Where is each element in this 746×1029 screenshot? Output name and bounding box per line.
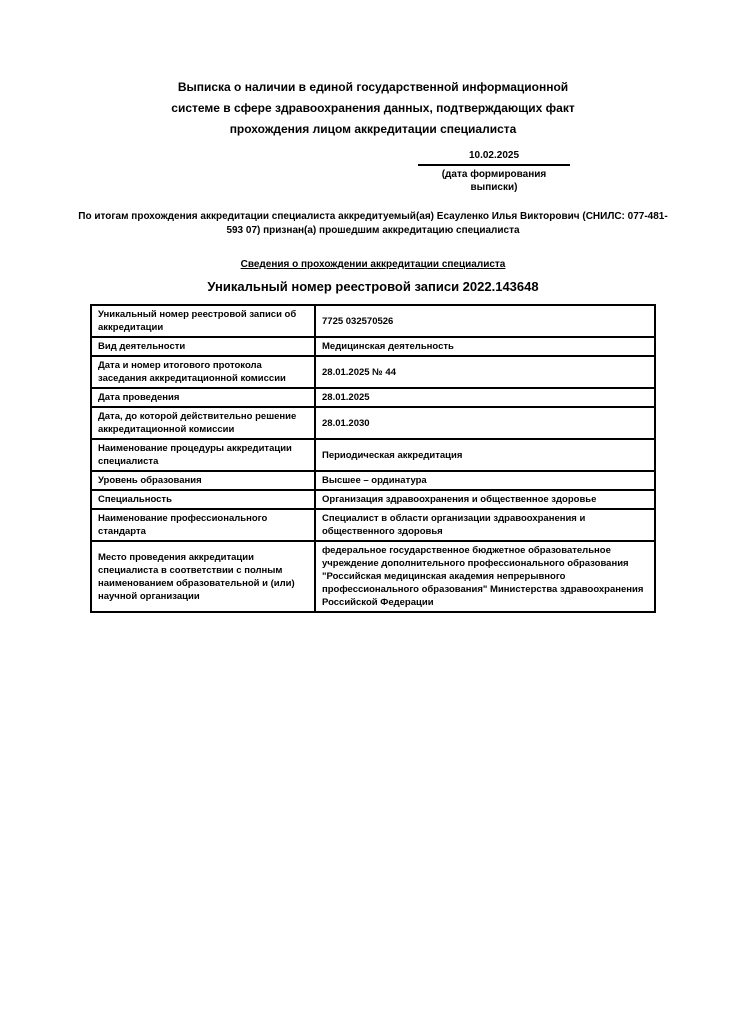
row-value: Организация здравоохранения и общественное здоровье [315, 490, 655, 509]
row-label: Вид деятельности [91, 337, 315, 356]
section-heading: Сведения о прохождении аккредитации специалиста [240, 259, 506, 270]
document-title-line-3: прохождения лицом аккредитации специалиста [229, 122, 517, 136]
document-title-line-1: Выписка о наличии в единой государственной информационной [177, 80, 569, 94]
row-value: Медицинская деятельность [315, 337, 655, 356]
row-label: Наименование профессионального стандарта [91, 509, 315, 541]
issue-date-caption: (дата формирования выписки) [441, 169, 547, 193]
row-value: федеральное государственное бюджетное образовательное учреждение дополнительного профессионального образования "Российская медицинская академия непрерывного профессионального образования" Министерства здравоохранения Российской Федерации [315, 541, 655, 612]
row-value: Высшее – ординатура [315, 471, 655, 490]
row-value: 28.01.2025 № 44 [315, 356, 655, 388]
table-row [91, 541, 655, 612]
intro-line-1: По итогам прохождения аккредитации специалиста аккредитуемый(ая) Есауленко Илья Викторович (СНИЛС: 077-481- [78, 211, 668, 222]
issue-date-block [418, 149, 570, 194]
table-row [91, 337, 655, 356]
row-value: 28.01.2025 [315, 388, 655, 407]
table-row [91, 471, 655, 490]
document-title-line-2: системе в сфере здравоохранения данных, подтверждающих факт [171, 101, 575, 115]
row-label: Дата и номер итогового протокола заседания аккредитационной комиссии [91, 356, 315, 388]
row-label: Дата, до которой действительно решение аккредитационной комиссии [91, 407, 315, 439]
row-label: Уровень образования [91, 471, 315, 490]
intro-paragraph [0, 210, 746, 238]
row-label: Наименование процедуры аккредитации специалиста [91, 439, 315, 471]
row-label: Дата проведения [91, 388, 315, 407]
issue-date: 10.02.2025 [418, 149, 570, 166]
row-label: Уникальный номер реестровой записи об аккредитации [91, 305, 315, 337]
row-value: 28.01.2030 [315, 407, 655, 439]
table-row [91, 356, 655, 388]
row-label: Специальность [91, 490, 315, 509]
table-row [91, 407, 655, 439]
table-row [91, 388, 655, 407]
intro-line-2: 593 07) признан(а) прошедшим аккредитацию специалиста [226, 225, 520, 236]
table-row [91, 490, 655, 509]
row-value: Специалист в области организации здравоохранения и общественного здоровья [315, 509, 655, 541]
table-row [91, 439, 655, 471]
registry-number-heading: Уникальный номер реестровой записи 2022.143648 [207, 279, 539, 294]
document-title [0, 0, 746, 140]
table-row [91, 305, 655, 337]
row-value: Периодическая аккредитация [315, 439, 655, 471]
table-row [91, 509, 655, 541]
row-label: Место проведения аккредитации специалиста в соответствии с полным наименованием образовательной и (или) научной организации [91, 541, 315, 612]
accreditation-table [90, 304, 656, 613]
row-value: 7725 032570526 [315, 305, 655, 337]
